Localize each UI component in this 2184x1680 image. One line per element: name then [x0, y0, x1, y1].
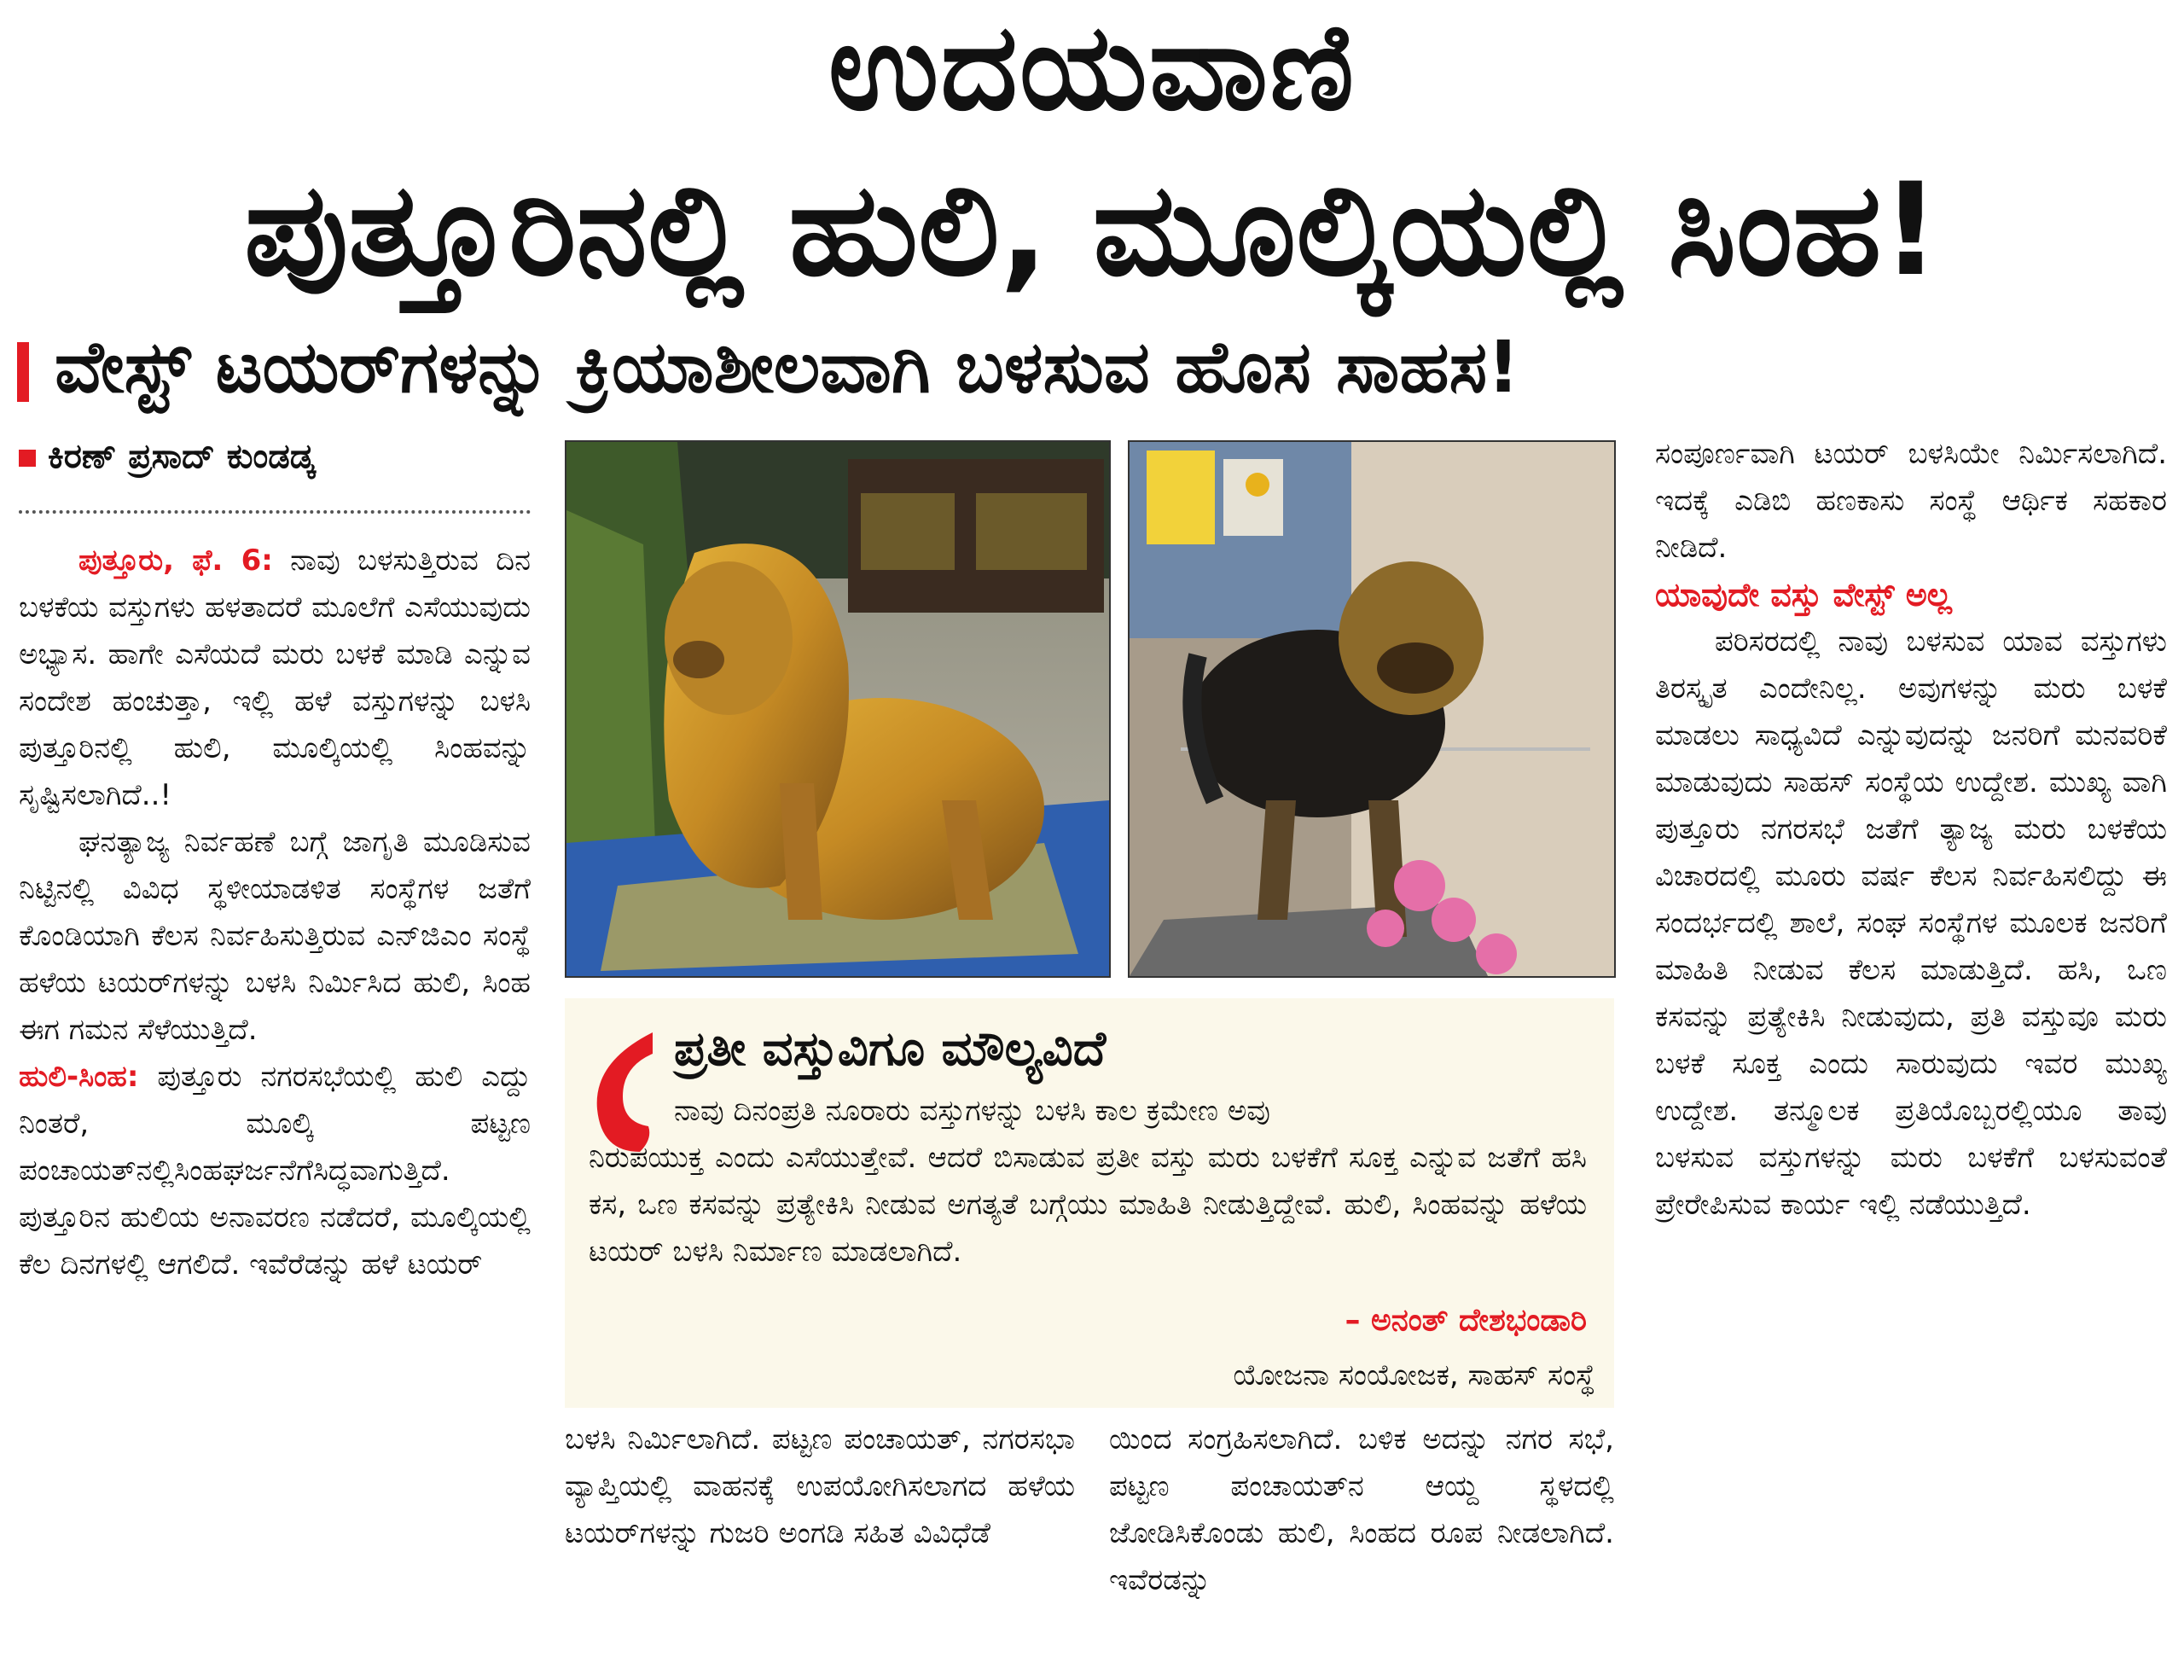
lion-sculpture-photo [565, 440, 1111, 978]
byline-divider [19, 510, 531, 514]
subheading-no-waste: ಯಾವುದೇ ವಸ್ತು ವೇಸ್ಟ್‌ ಅಲ್ಲ [1655, 576, 1952, 613]
red-square-icon [19, 450, 36, 467]
tiger-sculpture-photo [1128, 440, 1616, 978]
subheadline [17, 320, 2167, 414]
column-4-paragraph-1: ಸಂಪೂರ್ಣವಾಗಿ ಟಯರ್‌ ಬಳಸಿಯೇ ನಿರ್ಮಿಸಲಾಗಿದೆ. ಇದಕ್ಕೆ ಎಡಿಬಿ ಹಣಕಾಸು ಸಂಸ್ಥೆ ಆರ್ಥಿಕ ಸಹಕಾರ ನೀಡಿದೆ. [1655, 437, 2167, 565]
quote-body: ನಿರುಪಯುಕ್ತ ಎಂದು ಎಸೆಯುತ್ತೇವೆ. ಆದರೆ ಬಿಸಾಡುವ ಪ್ರತೀ ವಸ್ತು ಮರು ಬಳಕೆಗೆ ಸೂಕ್ತ ಎನ್ನುವ ಜತೆಗೆ ಹಸಿ ಕಸ, ಒಣ ಕಸವನ್ನು ಪ್ರತ್ಯೇಕಿಸಿ ನೀಡುವ ಅಗತ್ಯತೆ ಬಗ್ಗೆಯು ಮಾಹಿತಿ ನೀಡುತ್ತಿದ್ದೇವೆ. ಹುಲಿ, ಸಿಂಹವನ್ನು ಹಳೆಯ ಟಯರ್‌ ಬಳಸಿ ನಿರ್ಮಾಣ ಮಾಡಲಾಗಿದೆ. [589, 1141, 1587, 1269]
article-column-3 [1109, 1416, 1614, 1664]
column-4-paragraph-2: ಪರಿಸರದಲ್ಲಿ ನಾವು ಬಳಸುವ ಯಾವ ವಸ್ತುಗಳು ತಿರಸ್ಕೃತ ಎಂದೇನಿಲ್ಲ. ಅವುಗಳನ್ನು ಮರು ಬಳಕೆ ಮಾಡಲು ಸಾಧ್ಯವಿದೆ ಎನ್ನುವುದನ್ನು ಜನರಿಗೆ ಮನವರಿಕೆ ಮಾಡುವುದು ಸಾಹಸ್‌ ಸಂಸ್ಥೆಯ ಉದ್ದೇಶ. ಮುಖ್ಯ ವಾಗಿ ಪುತ್ತೂರು ನಗರಸಭೆ ಜತೆಗೆ ತ್ಯಾಜ್ಯ ಮರು ಬಳಕೆಯ ವಿಚಾರದಲ್ಲಿ ಮೂರು ವರ್ಷ ಕೆಲಸ ನಿರ್ವಹಿಸಲಿದ್ದು ಈ ಸಂದರ್ಭದಲ್ಲಿ ಶಾಲೆ, ಸಂಘ ಸಂಸ್ಥೆಗಳ ಮೂಲಕ ಜನರಿಗೆ ಮಾಹಿತಿ ನೀಡುವ ಕೆಲಸ ಮಾಡುತ್ತಿದೆ. ಹಸಿ, ಒಣ ಕಸವನ್ನು ಪ್ರತ್ಯೇಕಿಸಿ ನೀಡುವುದು, ಪ್ರತಿ ವಸ್ತುವೂ ಮರು ಬಳಕೆ ಸೂಕ್ತ ಎಂದು ಸಾರುವುದು ಇವರ ಮುಖ್ಯ ಉದ್ದೇಶ. ತನ್ಮೂಲಕ ಪ್ರತಿಯೊಬ್ಬರಲ್ಲಿಯೂ ತಾವು ಬಳಸುವ ವಸ್ತುಗಳನ್ನು ಮರು ಬಳಕೆಗೆ ಬಳಸುವಂತೆ ಪ್ರೇರೇಪಿಸುವ ಕಾರ್ಯ ಇಲ್ಲಿ ನಡೆಯುತ್ತಿದೆ. [1655, 625, 2167, 1222]
subheading-huli-simha: ಹುಲಿ-ಸಿಂಹ: [19, 1060, 139, 1094]
column-2-text: ಬಳಸಿ ನಿರ್ಮಿಲಾಗಿದೆ. ಪಟ್ಟಣ ಪಂಚಾಯತ್‌, ನಗರಸಭಾ ವ್ಯಾಪ್ತಿಯಲ್ಲಿ ವಾಹನಕ್ಕೆ ಉಪಯೋಗಿಸಲಾಗದ ಹಳೆಯ ಟಯರ್‌ಗಳನ್ನು ಗುಜರಿ ಅಂಗಡಿ ಸಹಿತ ವಿವಿಧೆಡೆ [565, 1422, 1075, 1550]
paragraph-1-text: ನಾವು ಬಳಸುತ್ತಿರುವ ದಿನ ಬಳಕೆಯ ವಸ್ತುಗಳು ಹಳತಾದರೆ ಮೂಲೆಗೆ ಎಸೆಯುವುದು ಅಭ್ಯಾಸ. ಹಾಗೇ ಎಸೆಯದೆ ಮರು ಬಳಕೆ ಮಾಡಿ ಎನ್ನುವ ಸಂದೇಶ ಹಂಚುತ್ತಾ, ಇಲ್ಲಿ ಹಳೆ ವಸ್ತುಗಳನ್ನು ಬಳಸಿ ಪುತ್ತೂರಿನಲ್ಲಿ ಹುಲಿ, ಮೂಲ್ಕಿಯಲ್ಲಿ ಸಿಂಹವನ್ನು ಸೃಷ್ಟಿಸಲಾಗಿದೆ..! [19, 544, 531, 812]
article-column-4 [1655, 431, 2167, 1664]
quote-text [589, 1088, 1587, 1327]
article-column-2 [565, 1416, 1075, 1664]
paragraph-1 [19, 538, 531, 819]
lion-photo-image [566, 442, 1109, 976]
headline: ಪುತ್ತೂರಿನಲ್ಲಿ ಹುಲಿ, ಮೂಲ್ಕಿಯಲ್ಲಿ ಸಿಂಹ! [244, 156, 1940, 305]
paragraph-3-text: ಪುತ್ತೂರು ನಗರಸಭೆಯಲ್ಲಿ ಹುಲಿ ಎದ್ದು ನಿಂತರೆ, ಮೂಲ್ಕಿ ಪಟ್ಟಣ ಪಂಚಾಯತ್‌ನಲ್ಲಿಸಿಂಹಘರ್ಜನೆಗೆಸಿದ್ಧವಾಗುತ್ತಿದೆ. ಪುತ್ತೂರಿನ ಹುಲಿಯ ಅನಾವರಣ ನಡೆದರೆ, ಮೂಲ್ಕಿಯಲ್ಲಿ ಕೆಲ ದಿನಗಳಲ್ಲಿ ಆಗಲಿದೆ. ಇವೆರೆಡನ್ನು ಹಳೆ ಟಯರ್‌ [19, 1060, 531, 1282]
red-bar-icon [17, 342, 29, 402]
column-3-text: ಯಿಂದ ಸಂಗ್ರಹಿಸಲಾಗಿದೆ. ಬಳಿಕ ಅದನ್ನು ನಗರ ಸಭೆ, ಪಟ್ಟಣ ಪಂಚಾಯತ್‌ನ ಆಯ್ದ ಸ್ಥಳದಲ್ಲಿ ಜೋಡಿಸಿಕೊಂಡು ಹುಲಿ, ಸಿಂಹದ ರೂಪ ನೀಡಲಾಗಿದೆ. ಇವೆರಡನ್ನು [1109, 1422, 1614, 1597]
quote-line-1: ನಾವು ದಿನಂಪ್ರತಿ ನೂರಾರು ವಸ್ತುಗಳನ್ನು ಬಳಸಿ ಕಾಲ ಕ್ರಮೇಣ ಅವು [674, 1094, 1270, 1128]
tiger-photo-image [1130, 442, 1614, 976]
paragraph-2: ಘನತ್ಯಾಜ್ಯ ನಿರ್ವಹಣೆ ಬಗ್ಗೆ ಜಾಗೃತಿ ಮೂಡಿಸುವ ನಿಟ್ಟಿನಲ್ಲಿ ವಿವಿಧ ಸ್ಥಳೀಯಾಡಳಿತ ಸಂಸ್ಥೆಗಳ ಜತೆಗೆ ಕೊಂಡಿಯಾಗಿ ಕೆಲಸ ನಿರ್ವಹಿಸುತ್ತಿರುವ ಎನ್‌ಜಿಎಂ ಸಂಸ್ಥೆ ಹಳೆಯ ಟಯರ್‌ಗಳನ್ನು ಬಳಸಿ ನಿರ್ಮಿಸಿದ ಹುಲಿ, ಸಿಂಹ ಈಗ ಗಮನ ಸೆಳೆಯುತ್ತಿದೆ. [19, 825, 531, 1047]
dateline: ಪುತ್ತೂರು, ಫೆ. 6: [78, 544, 273, 578]
byline-text: ಕಿರಣ್‌ ಪ್ರಸಾದ್‌ ಕುಂಡಡ್ಕ [48, 437, 315, 476]
byline [19, 431, 531, 482]
article-column-1 [19, 538, 531, 1664]
paragraph-3 [19, 1054, 531, 1288]
quote-author-role: ಯೋಜನಾ ಸಂಯೋಜಕ, ಸಾಹಸ್‌ ಸಂಸ್ಥೆ [1233, 1358, 1595, 1392]
masthead: ಉದಯವಾಣಿ [828, 0, 1356, 137]
subheadline-text: ವೇಸ್ಟ್‌ ಟಯರ್‌ಗಳನ್ನು ಕ್ರಿಯಾಶೀಲವಾಗಿ ಬಳಸುವ ಹೊಸ ಸಾಹಸ! [55, 325, 1520, 409]
quote-title: ಪ್ರತೀ ವಸ್ತುವಿಗೂ ಮೌಲ್ಯವಿದೆ [674, 1021, 1107, 1077]
quote-author: – ಅನಂತ್‌ ದೇಶಭಂಡಾರಿ [1345, 1303, 1587, 1338]
